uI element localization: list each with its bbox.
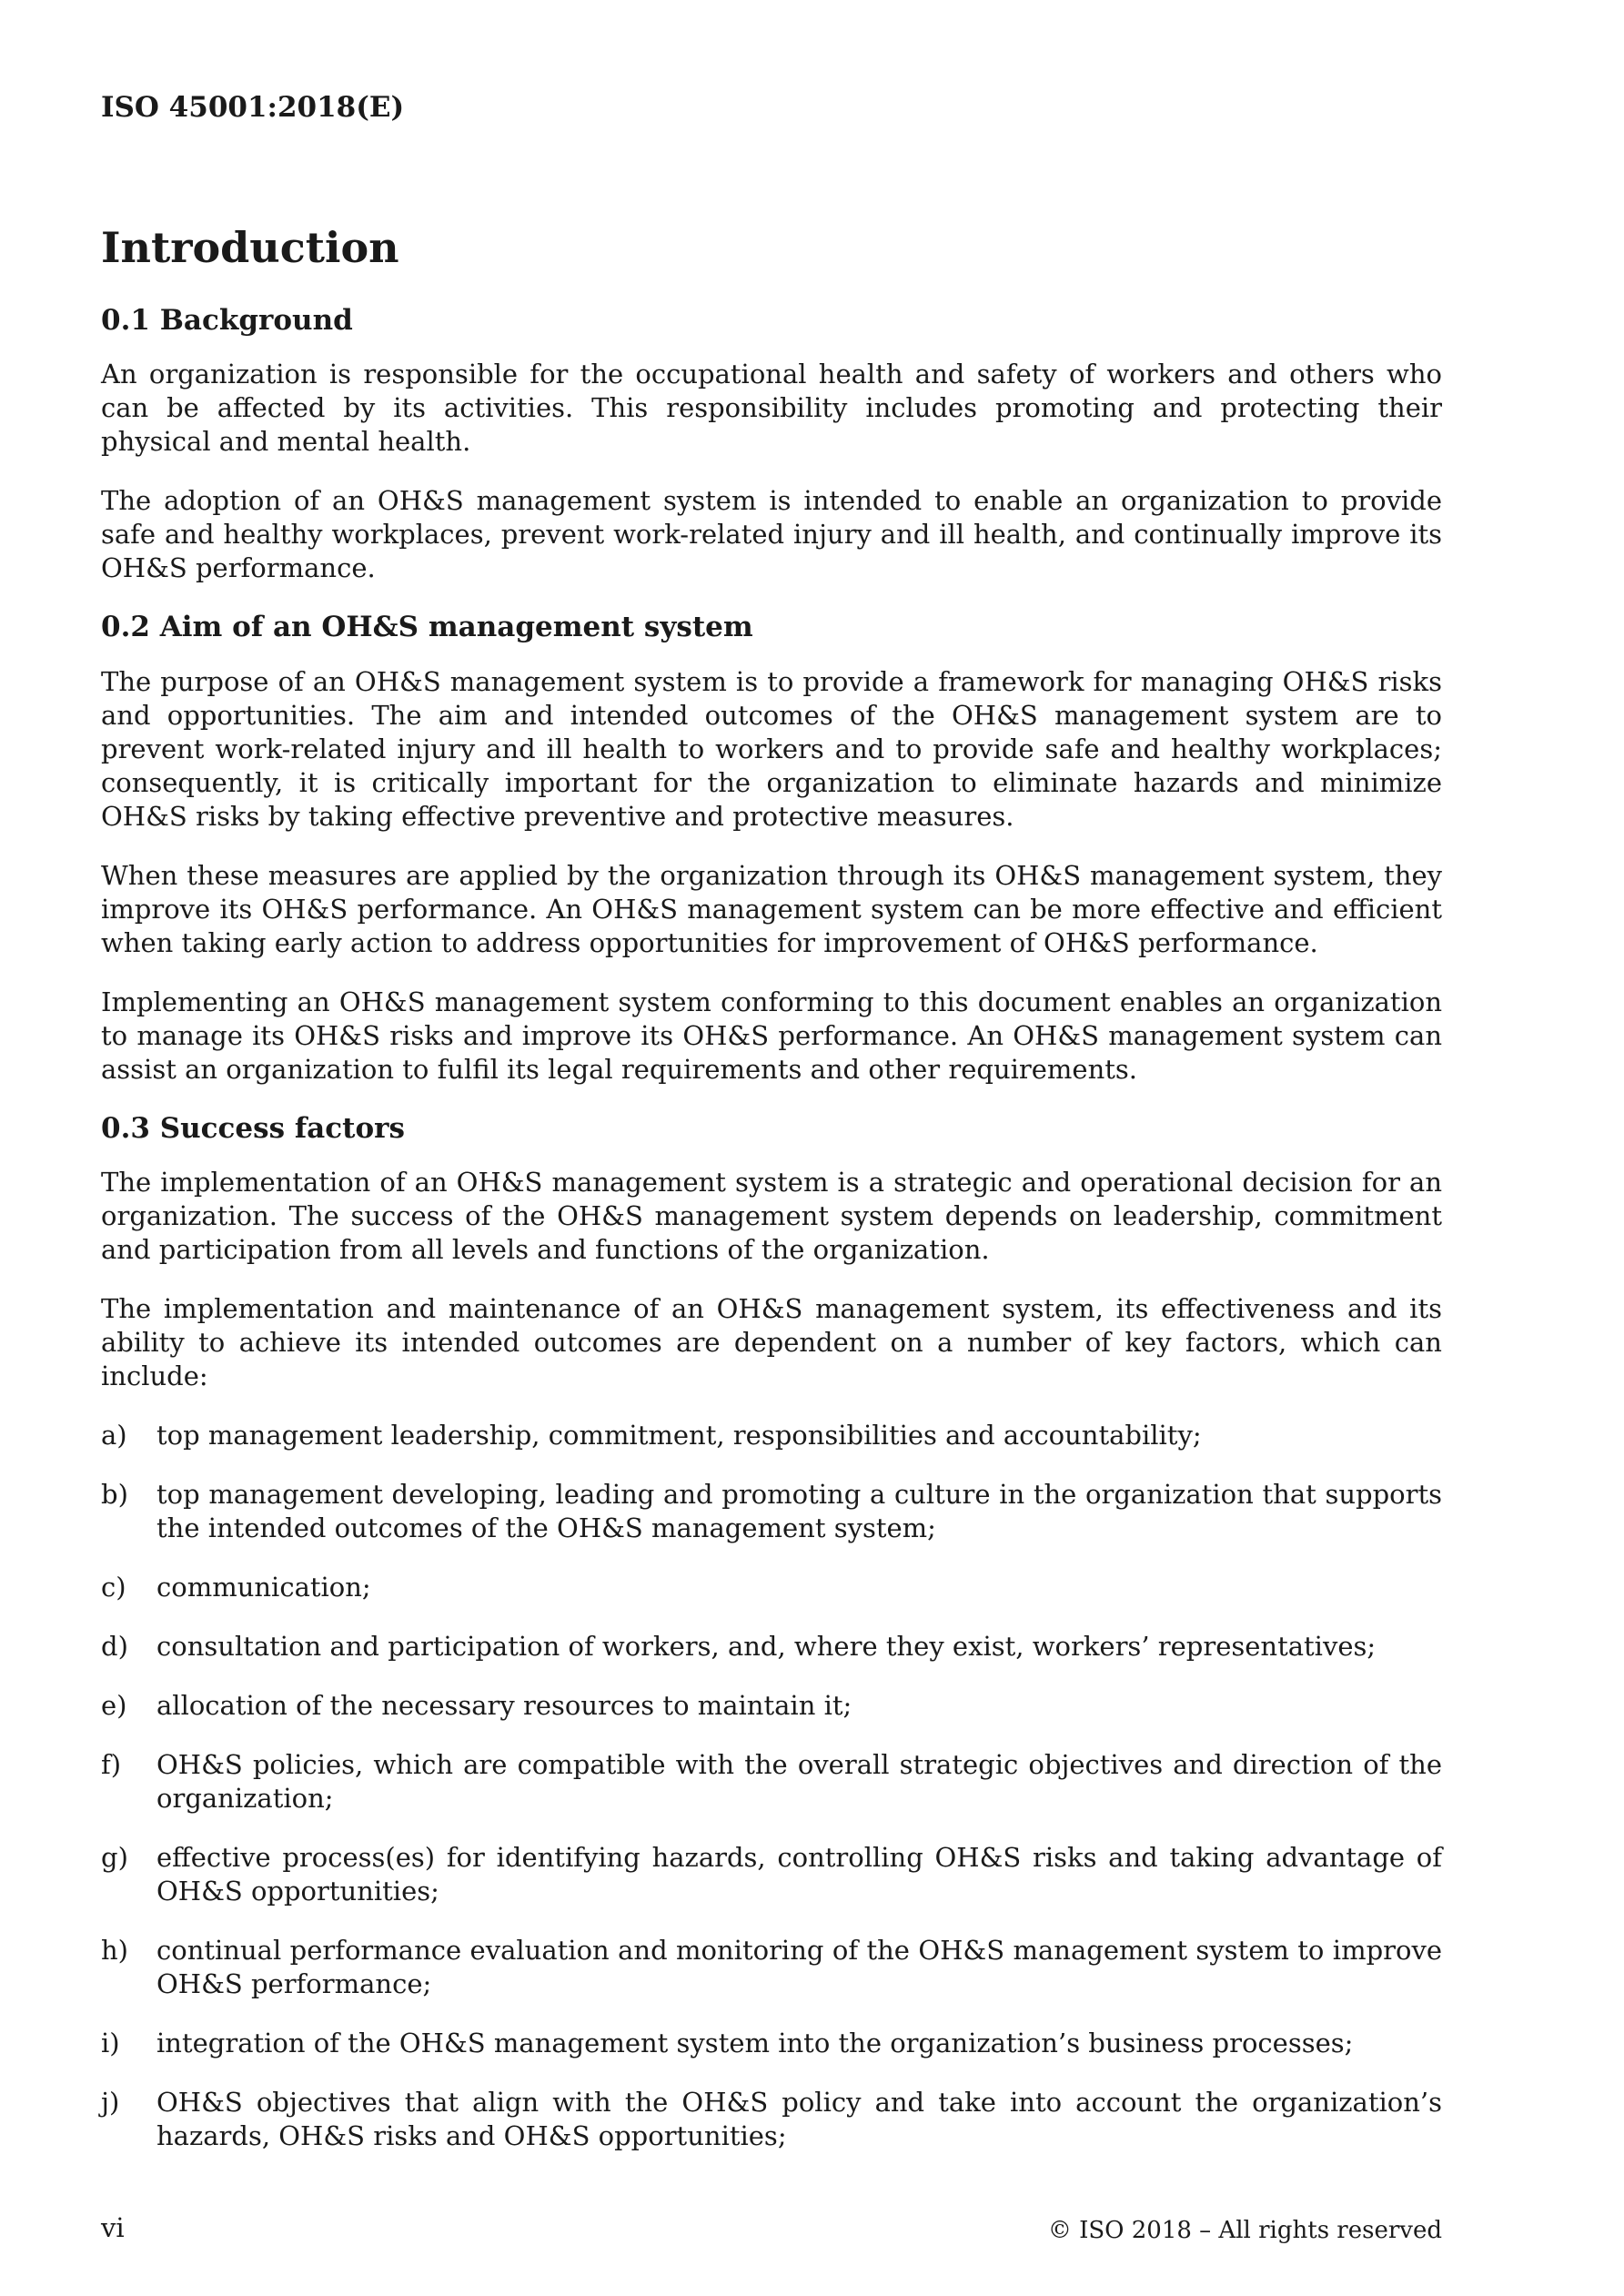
list-item-text: communication; [156, 1571, 371, 1603]
document-identifier: ISO 45001:2018(E) [101, 91, 405, 124]
paragraph: The adoption of an OH&S management system is intended to enable an organization to provide safe and healthy workplaces, prevent work-related injury and ill health, and continually improve its OH&S performance. [101, 485, 1442, 584]
list-marker: a) [101, 1419, 127, 1451]
list-marker: d) [101, 1630, 128, 1662]
list-marker: f) [101, 1748, 122, 1780]
page-content [101, 223, 1442, 2179]
section-heading: 0.3 Success factors [101, 1111, 405, 1145]
section-heading: 0.2 Aim of an OH&S management system [101, 611, 753, 644]
list-item-text: integration of the OH&S management system into the organization’s business processes; [156, 2027, 1354, 2058]
list-marker: b) [101, 1478, 128, 1510]
list-item-text: consultation and participation of workers, and, where they exist, workers’ representatives; [156, 1630, 1377, 1662]
page-number: vi [101, 2212, 125, 2243]
section-aim [101, 611, 1442, 1086]
list-marker: h) [101, 1934, 128, 1966]
list-item-text: OH&S policies, which are compatible with the overall strategic objectives and direction of the organization; [156, 1748, 1442, 1814]
list-item-text: top management developing, leading and promoting a culture in the organization that supports the intended outcomes of the OH&S management system; [156, 1478, 1442, 1543]
list-item [101, 2027, 1442, 2060]
section-heading: 0.1 Background [101, 304, 353, 338]
list-item [101, 1419, 1442, 1452]
section-success-factors [101, 1112, 1442, 2153]
paragraph: An organization is responsible for the occupational health and safety of workers and others who can be affected by its activities. This responsibility includes promoting and protecting their physical and mental health. [101, 359, 1442, 458]
paragraph: The implementation and maintenance of an OH&S management system, its effectiveness and its ability to achieve its intended outcomes are dependent on a number of key factors, which can include: [101, 1292, 1442, 1391]
list-item [101, 1571, 1442, 1604]
paragraph: The implementation of an OH&S management system is a strategic and operational decision for an organization. The success of the OH&S management system depends on leadership, commitment and participation from all levels and functions of the organization. [101, 1166, 1442, 1265]
list-item-text: allocation of the necessary resources to maintain it; [156, 1689, 852, 1721]
list-item-text: OH&S objectives that align with the OH&S policy and take into account the organization’s hazards, OH&S risks and OH&S opportunities; [156, 2086, 1442, 2151]
list-item [101, 1841, 1442, 1908]
list-marker: j) [101, 2086, 120, 2118]
list-item [101, 1934, 1442, 2001]
list-item [101, 1478, 1442, 1545]
list-marker: g) [101, 1841, 128, 1873]
list-item-text: effective process(es) for identifying hazards, controlling OH&S risks and taking advantage of OH&S opportunities; [156, 1841, 1442, 1907]
copyright-notice: © ISO 2018 – All rights reserved [1047, 2217, 1442, 2244]
list-item [101, 1689, 1442, 1723]
list-marker: i) [101, 2027, 120, 2058]
list-item [101, 1748, 1442, 1816]
list-item-text: continual performance evaluation and monitoring of the OH&S management system to improve OH&S performance; [156, 1934, 1442, 1999]
list-item [101, 2086, 1442, 2153]
list-marker: e) [101, 1689, 127, 1721]
list-item-text: top management leadership, commitment, responsibilities and accountability; [156, 1419, 1202, 1451]
section-background [101, 304, 1442, 585]
paragraph: The purpose of an OH&S management system is to provide a framework for managing OH&S risks and opportunities. The aim and intended outcomes of the OH&S management system are to prevent work-related injury and ill health to workers and to provide safe and healthy workplaces; consequently, it is critically important for the organization to eliminate hazards and minimize OH&S risks by taking effective preventive and protective measures. [101, 665, 1442, 832]
list-item [101, 1630, 1442, 1664]
paragraph: Implementing an OH&S management system conforming to this document enables an organization to manage its OH&S risks and improve its OH&S performance. An OH&S management system can assist an organization to fulfil its legal requirements and other requirements. [101, 986, 1442, 1085]
paragraph: When these measures are applied by the organization through its OH&S management system, they improve its OH&S performance. An OH&S management system can be more effective and efficient when taking early action to address opportunities for improvement of OH&S performance. [101, 859, 1442, 958]
key-factors-list [101, 1419, 1442, 2153]
list-marker: c) [101, 1571, 126, 1603]
page-title: Introduction [101, 223, 399, 272]
